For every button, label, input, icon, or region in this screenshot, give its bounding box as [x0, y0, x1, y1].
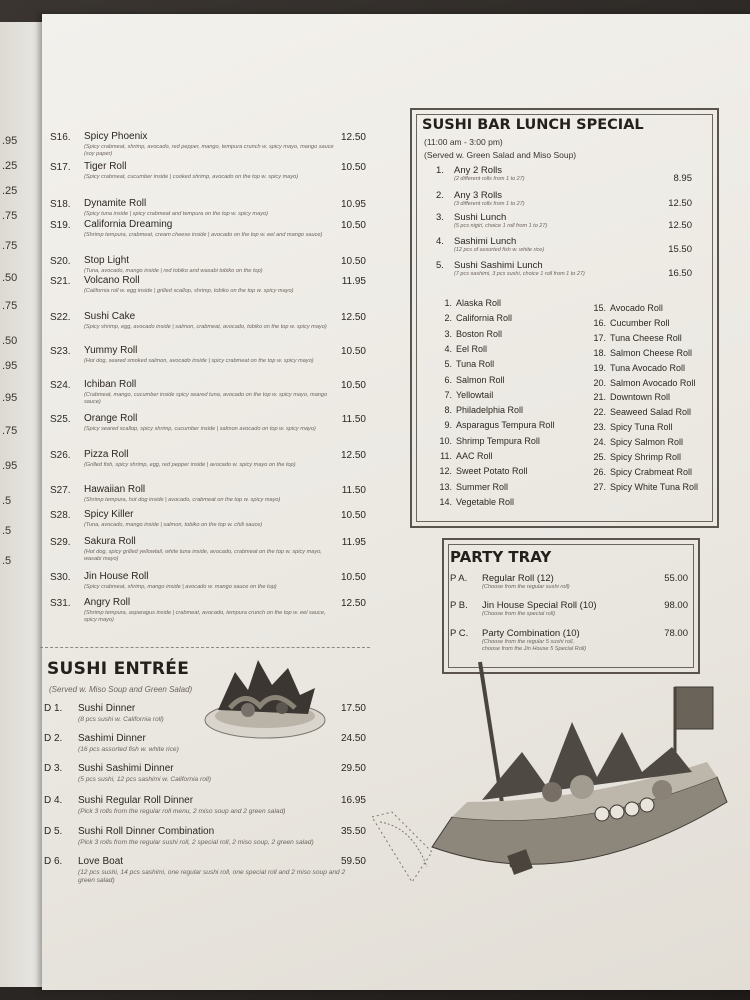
party-name: Party Combination (10) [482, 628, 580, 639]
item-code: S30. [50, 572, 71, 583]
party-price: 78.00 [664, 628, 688, 639]
item-name: Sushi Cake [84, 311, 136, 322]
item-name: Pizza Roll [84, 449, 129, 460]
item-name: California Dreaming [84, 219, 173, 230]
party-tray-title: PARTY TRAY [450, 548, 552, 566]
item-name: Sakura Roll [84, 536, 136, 547]
roll-number: 11. [440, 451, 452, 461]
item-name: Ichiban Roll [84, 379, 137, 390]
lunch-option-price: 15.50 [668, 244, 692, 255]
item-code: S23. [50, 346, 71, 357]
roll-name: Tuna Avocado Roll [610, 362, 686, 373]
item-price: 12.50 [340, 132, 366, 143]
item-description: (California roll w. egg inside | grilled scallop, shrimp, tobiko on the top w. spicy mayo) [84, 288, 294, 294]
roll-number: 8. [444, 405, 452, 416]
roll-number: 6. [444, 374, 452, 385]
lunch-roll-item [430, 329, 502, 339]
item-description: (Tuna, avocado, mango inside | salmon, tobiko on the top w. chili sauce) [84, 522, 263, 528]
item-code: S26. [50, 450, 71, 461]
lunch-option-description: (5 pcs nigiri, choice 1 roll from 1 to 27) [454, 223, 548, 229]
adjacent-page-price: .95 [2, 392, 18, 404]
lunch-option-number: 4. [436, 236, 444, 247]
party-code: P A. [450, 573, 468, 584]
roll-number: 20. [593, 377, 606, 388]
lunch-option-price: 12.50 [668, 220, 692, 231]
lunch-option-number: 5. [436, 260, 444, 271]
item-description: (Spicy crabmeat, cucumber inside | cooked shrimp, avocado on the top w. spicy mayo) [84, 174, 299, 180]
entree-name: Sushi Roll Dinner Combination [78, 826, 215, 837]
party-description: (Choose from the regular 5 sushi roll, choose from the Jin House 5 Special Roll) [482, 639, 587, 652]
lunch-roll-item [584, 348, 692, 358]
lunch-roll-item [430, 375, 505, 385]
lunch-roll-item [584, 333, 682, 343]
entree-description: (16 pcs assorted fish w. white rice) [78, 746, 179, 753]
item-name: Angry Roll [84, 597, 131, 608]
item-price: 11.95 [341, 276, 366, 287]
roll-name: Vegetable Roll [456, 496, 515, 507]
item-description: (Spicy tuna inside | spicy crabmeat and tempura on the top w. spicy mayo) [84, 211, 268, 217]
entree-code: D 6. [44, 856, 63, 867]
roll-name: Tuna Cheese Roll [610, 332, 682, 343]
item-code: S21. [50, 276, 71, 287]
entree-name: Love Boat [78, 856, 124, 867]
item-code: S16. [50, 132, 71, 143]
roll-number: 15. [593, 303, 606, 313]
roll-name: Sweet Potato Roll [456, 466, 528, 477]
roll-number: 12. [439, 466, 452, 477]
entree-price: 24.50 [340, 733, 366, 744]
item-price: 12.50 [340, 598, 366, 609]
item-description: (Hot dog, spicy grilled yellowtail, white tuna inside, avocado, crabmeat on the top w. spicy mayo, wasabi mayo) [84, 549, 322, 562]
adjacent-page-price: .95 [2, 460, 18, 472]
roll-number: 19. [593, 362, 606, 373]
lunch-roll-item [584, 303, 663, 313]
entree-code: D 4. [44, 795, 63, 806]
lunch-roll-item [430, 344, 487, 354]
item-description: (Spicy shrimp, egg, avocado inside | salmon, crabmeat, avocado, tobiko on the top w. spicy mayo) [84, 324, 327, 330]
roll-name: Summer Roll [456, 481, 509, 492]
roll-name: California Roll [456, 313, 513, 324]
lunch-option-number: 1. [436, 165, 444, 176]
lunch-roll-item [584, 363, 685, 373]
item-name: Yummy Roll [84, 345, 138, 356]
lunch-roll-item [430, 482, 508, 492]
roll-number: 7. [444, 389, 452, 400]
adjacent-page-price: .50 [2, 335, 18, 347]
roll-number: 14. [439, 496, 452, 507]
item-price: 10.50 [340, 220, 366, 231]
item-code: S29. [50, 537, 71, 548]
party-description: (Choose from the regular sushi roll) [482, 584, 570, 590]
item-description: (Shrimp tempura, asparagus inside | crabmeat, avocado, tempura crunch on the top w. eel sauce, spicy mayo) [84, 610, 326, 623]
adjacent-page-price: .25 [2, 160, 18, 172]
roll-name: Alaska Roll [456, 298, 502, 308]
item-name: Volcano Roll [84, 275, 140, 286]
lunch-roll-item [584, 378, 695, 388]
section-divider [40, 647, 370, 648]
roll-number: 13. [439, 481, 452, 492]
item-price: 11.95 [341, 537, 366, 548]
item-name: Stop Light [84, 255, 130, 266]
lunch-option-description: (12 pcs of assorted fish w. white rice) [454, 247, 545, 253]
lunch-option-name: Any 3 Rolls [454, 190, 503, 201]
item-name: Orange Roll [84, 413, 138, 424]
item-code: S25. [50, 414, 71, 425]
item-price: 12.50 [340, 450, 366, 461]
lunch-option-description: (2 different rolls from 1 to 27) [454, 176, 525, 182]
entree-description: (Pick 3 rolls from the regular roll menu, 2 miso soup and 2 green salad) [78, 808, 286, 815]
adjacent-page-price: .25 [2, 185, 18, 197]
roll-name: Spicy Shrimp Roll [610, 452, 682, 462]
adjacent-page-price: .5 [2, 555, 12, 567]
item-price: 10.95 [340, 199, 366, 210]
lunch-roll-item [584, 392, 670, 402]
lunch-roll-item [430, 359, 494, 369]
lunch-roll-item [584, 482, 698, 492]
entree-description: (12 pcs sushi, 14 pcs sashimi, one regular sushi roll, one special roll and 2 miso soup and 2 green salad) [78, 869, 346, 884]
entree-price: 16.95 [340, 795, 366, 806]
party-description: (Choose from the special roll) [482, 611, 556, 617]
entree-price: 17.50 [340, 703, 366, 714]
lunch-roll-item [584, 422, 673, 432]
roll-number: 5. [444, 359, 452, 370]
roll-name: Spicy Salmon Roll [610, 437, 684, 448]
adjacent-page-price: .75 [2, 300, 18, 312]
item-price: 10.50 [340, 346, 366, 357]
roll-number: 10. [439, 435, 452, 446]
entree-description: (8 pcs sushi w. California roll) [78, 716, 164, 723]
item-price: 11.50 [341, 485, 366, 496]
item-price: 10.50 [340, 162, 366, 173]
item-name: Jin House Roll [84, 571, 149, 582]
lunch-roll-item [430, 436, 540, 446]
entree-price: 35.50 [340, 826, 366, 837]
item-code: S18. [50, 199, 71, 210]
item-code: S19. [50, 220, 71, 231]
adjacent-page-price: .75 [2, 210, 18, 222]
roll-number: 21. [593, 392, 606, 403]
roll-number: 1. [444, 298, 452, 308]
party-price: 98.00 [664, 600, 688, 611]
roll-name: Boston Roll [456, 328, 503, 339]
lunch-roll-item [584, 437, 683, 447]
entree-name: Sushi Sashimi Dinner [78, 763, 174, 774]
party-name: Jin House Special Roll (10) [482, 600, 597, 611]
roll-number: 16. [593, 317, 606, 328]
entree-section-title: SUSHI ENTRÉE [47, 659, 190, 679]
item-description: (Crabmeat, mango, cucumber inside spicy seared tuna, avocado on the top w. spicy mayo, mango sauce) [84, 392, 328, 405]
entree-name: Sashimi Dinner [78, 733, 146, 744]
roll-number: 18. [593, 347, 606, 358]
roll-number: 3. [444, 328, 452, 339]
item-price: 10.50 [340, 256, 366, 267]
roll-number: 22. [593, 407, 606, 418]
entree-price: 59.50 [340, 856, 366, 867]
roll-name: Eel Roll [456, 343, 488, 354]
lunch-option-name: Sashimi Lunch [454, 236, 517, 247]
item-code: S24. [50, 380, 71, 391]
roll-name: Salmon Avocado Roll [610, 377, 696, 388]
item-description: (Spicy crabmeat, shrimp, avocado, red pepper, mango, tempura crunch w. spicy mayo, mango sauce (soy paper) [84, 144, 334, 157]
item-name: Dynamite Roll [84, 198, 147, 209]
roll-number: 27. [593, 481, 606, 492]
item-description: (Shrimp tempura, crabmeat, cream cheese inside | avocado on the top w. eel and mango sauce) [84, 232, 323, 238]
item-description: (Shrimp tempura, hot dog inside | avocado, crabmeat on the top w. spicy mayo) [84, 497, 281, 503]
adjacent-page-price: .95 [2, 135, 18, 147]
item-code: S17. [50, 162, 71, 173]
entree-code: D 2. [44, 733, 63, 744]
entree-name: Sushi Dinner [78, 703, 136, 714]
lunch-roll-item [430, 420, 554, 430]
roll-number: 2. [444, 313, 452, 324]
adjacent-page-price: .5 [2, 525, 12, 537]
party-code: P C. [450, 628, 469, 639]
lunch-roll-item [584, 452, 681, 462]
item-description: (Spicy seared scallop, spicy shrimp, cucumber inside | salmon avocado on top w. spicy mayo) [84, 426, 316, 432]
lunch-option-number: 2. [436, 190, 444, 201]
lunch-roll-item [584, 318, 670, 328]
roll-name: Shrimp Tempura Roll [456, 435, 540, 446]
lunch-hours: (11:00 am - 3:00 pm) [424, 137, 503, 147]
entree-code: D 5. [44, 826, 63, 837]
party-code: P B. [450, 600, 468, 611]
roll-name: Seaweed Salad Roll [610, 407, 692, 418]
item-code: S31. [50, 598, 71, 609]
lunch-option-price: 16.50 [668, 268, 692, 279]
roll-name: Cucumber Roll [610, 317, 670, 328]
item-price: 10.50 [340, 510, 366, 521]
item-description: (Tuna, avocado, mango inside | red tobiko and wasabi tobiko on the top) [84, 268, 263, 274]
lunch-roll-item [430, 313, 512, 323]
lunch-roll-item [584, 467, 692, 477]
lunch-option-name: Sushi Sashimi Lunch [454, 260, 543, 271]
lunch-roll-item [584, 407, 691, 417]
entree-name: Sushi Regular Roll Dinner [78, 795, 194, 806]
roll-name: Yellowtail [456, 389, 494, 400]
roll-name: Salmon Cheese Roll [610, 347, 693, 358]
lunch-roll-item [430, 451, 493, 461]
lunch-roll-item [430, 405, 523, 415]
lunch-option-description: (3 different rolls from 1 to 27) [454, 201, 525, 207]
item-name: Spicy Killer [84, 509, 134, 520]
roll-number: 17. [593, 332, 606, 343]
lunch-roll-item [430, 466, 528, 476]
item-code: S27. [50, 485, 71, 496]
lunch-option-name: Sushi Lunch [454, 212, 507, 223]
roll-name: Avocado Roll [610, 303, 663, 313]
entree-price: 29.50 [340, 763, 366, 774]
roll-name: Spicy Tuna Roll [610, 422, 673, 433]
adjacent-page-price: .75 [2, 425, 18, 437]
roll-number: 23. [593, 422, 606, 433]
lunch-roll-item [430, 390, 493, 400]
lunch-roll-item [430, 497, 514, 507]
entree-section-subtitle: (Served w. Miso Soup and Green Salad) [49, 685, 193, 694]
party-price: 55.00 [664, 573, 688, 584]
item-name: Hawaiian Roll [84, 484, 146, 495]
item-name: Tiger Roll [84, 161, 127, 172]
roll-name: Asparagus Tempura Roll [456, 420, 555, 431]
adjacent-page-price: .50 [2, 272, 18, 284]
item-description: (Grilled fish, spicy shrimp, egg, red pepper inside | avocado w. spicy mayo on the top) [84, 462, 296, 468]
item-price: 10.50 [340, 572, 366, 583]
roll-number: 25. [593, 452, 606, 462]
party-name: Regular Roll (12) [482, 573, 554, 584]
item-code: S28. [50, 510, 71, 521]
roll-name: Salmon Roll [456, 374, 505, 385]
adjacent-page-price: .95 [2, 360, 18, 372]
roll-name: Spicy White Tuna Roll [610, 481, 699, 492]
lunch-special-title: SUSHI BAR LUNCH SPECIAL [422, 117, 644, 133]
roll-name: AAC Roll [456, 451, 493, 461]
lunch-option-price: 8.95 [673, 173, 692, 184]
item-description: (Hot dog, seared smoked salmon, avocado inside | spicy crabmeat on the top w. spicy mayo) [84, 358, 314, 364]
lunch-served-with: (Served w. Green Salad and Miso Soup) [424, 150, 577, 160]
item-code: S20. [50, 256, 71, 267]
lunch-option-number: 3. [436, 212, 444, 223]
roll-name: Philadelphia Roll [456, 405, 524, 416]
roll-number: 4. [444, 343, 452, 354]
item-price: 11.50 [341, 414, 366, 425]
roll-number: 9. [444, 420, 452, 431]
adjacent-page-price: .75 [2, 240, 18, 252]
roll-name: Downtown Roll [610, 392, 671, 403]
item-description: (Spicy crabmeat, shrimp, mango inside | avocado w. mango sauce on the top) [84, 584, 277, 590]
entree-description: (Pick 3 rolls from the regular sushi roll, 2 special roll, 2 miso soup, 2 green salad) [78, 839, 314, 846]
roll-name: Tuna Roll [456, 359, 495, 370]
roll-number: 24. [593, 437, 606, 448]
lunch-option-description: (7 pcs sashimi, 3 pcs sushi, choice 1 roll from 1 to 27) [454, 271, 585, 277]
entree-description: (5 pcs sushi, 12 pcs sashimi w. California roll) [78, 776, 212, 783]
entree-code: D 3. [44, 763, 63, 774]
item-code: S22. [50, 312, 71, 323]
entree-code: D 1. [44, 703, 63, 714]
item-name: Spicy Phoenix [84, 131, 148, 142]
roll-name: Spicy Crabmeat Roll [610, 466, 693, 477]
roll-number: 26. [593, 466, 606, 477]
adjacent-page-price: .5 [2, 495, 12, 507]
sushi-boat-illustration [372, 652, 747, 892]
sashimi-plate-illustration [200, 650, 330, 745]
lunch-option-name: Any 2 Rolls [454, 165, 503, 176]
item-price: 12.50 [340, 312, 366, 323]
item-price: 10.50 [340, 380, 366, 391]
lunch-option-price: 12.50 [668, 198, 692, 209]
lunch-roll-item [430, 298, 501, 308]
